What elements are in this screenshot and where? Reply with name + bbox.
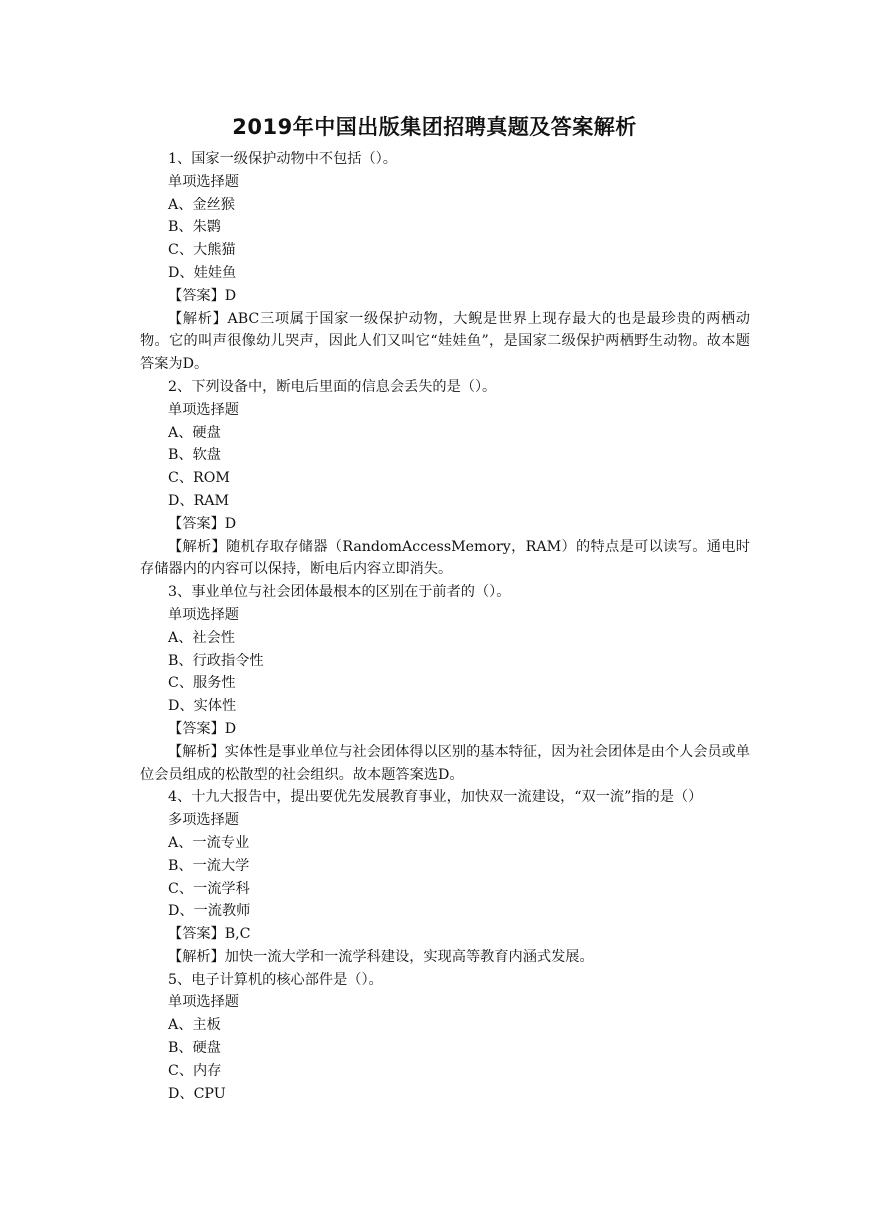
document-body xyxy=(140,148,750,1105)
analysis: 【解析】加快一流大学和一流学科建设，实现高等教育内涵式发展。 xyxy=(168,948,594,965)
option-c: C、大熊猫 xyxy=(168,242,236,259)
question-stem: 5、电子计算机的核心部件是（）。 xyxy=(168,971,383,988)
question-stem: 2、下列设备中，断电后里面的信息会丢失的是（）。 xyxy=(168,378,497,395)
option-a: A、社会性 xyxy=(168,629,235,646)
option-d: D、CPU xyxy=(168,1085,226,1102)
question-stem: 3、事业单位与社会团体最根本的区别在于前者的（）。 xyxy=(168,584,511,601)
answer: 【答案】D xyxy=(168,287,237,304)
option-b: B、朱鹮 xyxy=(168,219,221,236)
option-a: A、主板 xyxy=(168,1017,221,1034)
option-a: A、金丝猴 xyxy=(168,196,235,213)
option-c: C、ROM xyxy=(168,470,230,487)
answer: 【答案】D xyxy=(168,515,237,532)
option-d: D、RAM xyxy=(168,492,230,509)
question-type: 单项选择题 xyxy=(168,994,239,1011)
answer: 【答案】B,C xyxy=(168,926,251,943)
option-a: A、硬盘 xyxy=(168,424,221,441)
option-a: A、一流专业 xyxy=(168,834,250,851)
analysis: 【解析】随机存取存储器（RandomAccessMemory，RAM）的特点是可以读写。通电时存储器内的内容可以保持，断电后内容立即消失。 xyxy=(140,538,750,578)
question-type: 单项选择题 xyxy=(168,401,239,418)
option-d: D、一流教师 xyxy=(168,903,251,920)
analysis: 【解析】实体性是事业单位与社会团体得以区别的基本特征，因为社会团体是由个人会员或单位会员组成的松散型的社会组织。故本题答案选D。 xyxy=(140,743,750,783)
question-type: 单项选择题 xyxy=(168,173,239,190)
option-c: C、一流学科 xyxy=(168,880,250,897)
document-title: 2019年中国出版集团招聘真题及答案解析 xyxy=(232,115,637,139)
question-type: 单项选择题 xyxy=(168,606,239,623)
option-d: D、实体性 xyxy=(168,698,237,715)
question-type: 多项选择题 xyxy=(168,812,239,829)
option-b: B、行政指令性 xyxy=(168,652,264,669)
option-c: C、服务性 xyxy=(168,675,236,692)
question-stem: 1、国家一级保护动物中不包括（）。 xyxy=(168,151,397,167)
option-b: B、硬盘 xyxy=(168,1040,221,1057)
option-c: C、内存 xyxy=(168,1062,222,1079)
option-b: B、软盘 xyxy=(168,447,221,464)
answer: 【答案】D xyxy=(168,720,237,737)
option-b: B、一流大学 xyxy=(168,857,250,874)
question-stem: 4、十九大报告中，提出要优先发展教育事业，加快双一流建设，“双一流”指的是（） xyxy=(168,789,703,806)
option-d: D、娃娃鱼 xyxy=(168,264,237,281)
analysis: 【解析】ABC三项属于国家一级保护动物，大鲵是世界上现存最大的也是最珍贵的两栖动物。它的叫声很像幼儿哭声，因此人们又叫它“娃娃鱼”，是国家二级保护两栖野生动物。故本题答案为D。 xyxy=(140,310,750,373)
